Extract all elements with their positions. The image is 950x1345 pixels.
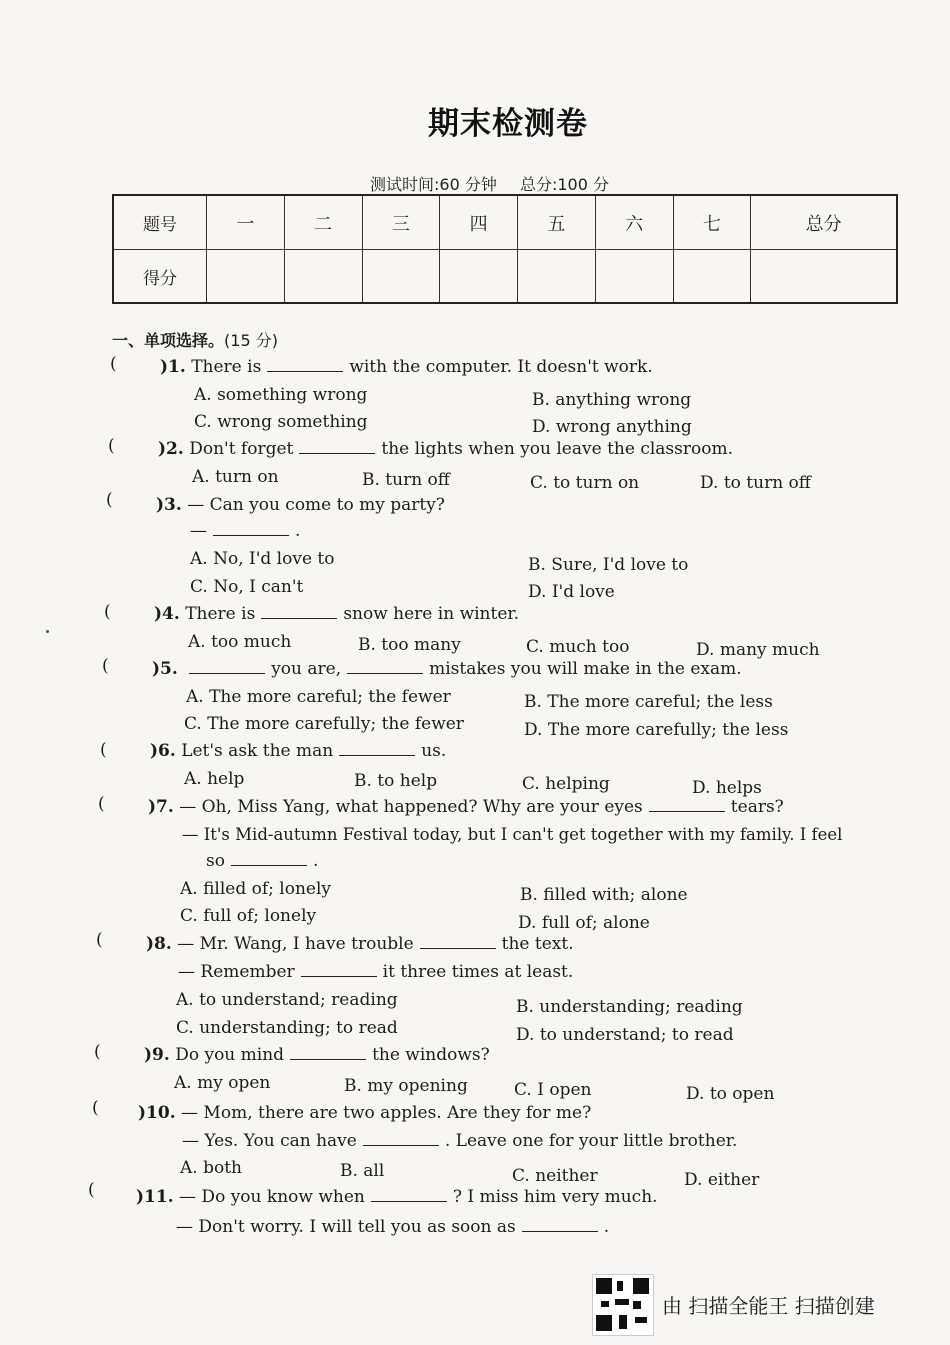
score-cell <box>362 250 440 303</box>
score-cell <box>518 250 596 303</box>
question-number: )2. <box>158 439 184 459</box>
stem-text: — Can you come to my party? <box>187 495 445 515</box>
option: B. turn off <box>362 470 450 490</box>
answer-paren: ( <box>88 1180 95 1200</box>
score-table-col: 一 <box>207 195 285 250</box>
question-number: )5. <box>152 659 178 679</box>
stem-text: Do you mind <box>175 1045 285 1065</box>
watermark-text: 由 扫描全能王 扫描创建 <box>662 1294 875 1318</box>
answer-blank <box>371 1186 447 1202</box>
option: A. to understand; reading <box>176 990 398 1010</box>
question-stem <box>136 1186 658 1208</box>
reply-text: it three times at least. <box>382 962 574 982</box>
score-table-col: 总分 <box>751 195 897 250</box>
question-stem <box>152 658 742 680</box>
option: B. my opening <box>344 1076 468 1096</box>
question-number: )6. <box>150 741 176 761</box>
option: D. wrong anything <box>532 417 692 437</box>
question-stem <box>138 1102 591 1124</box>
question-stem <box>156 494 445 516</box>
score-table-col: 四 <box>440 195 518 250</box>
option: C. understanding; to read <box>176 1018 398 1038</box>
exam-total: 总分:100 分 <box>519 175 609 194</box>
answer-blank <box>339 740 415 756</box>
reply-text: so <box>206 851 225 871</box>
stem-text: ? I miss him very much. <box>452 1187 658 1207</box>
question-number: )8. <box>146 934 172 954</box>
option: B. anything wrong <box>532 390 692 410</box>
reply-line <box>190 520 300 542</box>
option: D. full of; alone <box>518 913 650 933</box>
option: A. too much <box>188 632 292 652</box>
answer-paren: ( <box>108 436 115 456</box>
answer-paren: ( <box>100 740 107 760</box>
option: C. helping <box>522 774 610 794</box>
option: A. both <box>180 1158 242 1178</box>
question-number: )10. <box>138 1103 176 1123</box>
option: D. many much <box>696 640 820 660</box>
answer-paren: ( <box>94 1042 101 1062</box>
answer-paren: ( <box>92 1098 99 1118</box>
score-table-col: 三 <box>362 195 440 250</box>
score-table-row-label: 题号 <box>113 195 207 250</box>
option: C. full of; lonely <box>180 906 317 926</box>
score-table <box>112 194 898 304</box>
score-cell <box>751 250 897 303</box>
stem-text: mistakes you will make in the exam. <box>429 659 742 679</box>
score-table-col: 二 <box>284 195 362 250</box>
option: D. to understand; to read <box>516 1025 734 1045</box>
stem-text: — Mom, there are two apples. Are they for me? <box>181 1103 592 1123</box>
option: B. The more careful; the less <box>524 692 773 712</box>
stem-text: the windows? <box>372 1045 490 1065</box>
score-cell <box>440 250 518 303</box>
option: A. filled of; lonely <box>180 879 332 899</box>
reply-line: — It's Mid-autumn Festival today, but I can't get together with my family. I feel <box>182 825 843 844</box>
stem-text: There is <box>191 357 262 377</box>
answer-paren: ( <box>110 354 117 374</box>
answer-paren: ( <box>102 656 109 676</box>
stem-text: the text. <box>501 934 574 954</box>
answer-blank <box>301 961 377 977</box>
reply-text: . <box>312 851 319 871</box>
option: C. neither <box>512 1166 598 1186</box>
option: D. I'd love <box>528 582 615 602</box>
answer-blank <box>290 1044 366 1060</box>
section-heading <box>112 328 278 351</box>
answer-blank <box>363 1130 439 1146</box>
option: A. something wrong <box>194 385 368 405</box>
score-cell <box>284 250 362 303</box>
scanner-watermark <box>592 1274 932 1334</box>
qr-code-icon <box>592 1274 654 1336</box>
question-number: )9. <box>144 1045 170 1065</box>
question-stem <box>158 438 733 460</box>
reply-line <box>182 1130 737 1152</box>
answer-blank <box>189 658 265 674</box>
answer-blank <box>267 356 343 372</box>
reply-text: — Don't worry. I will tell you as soon as <box>176 1217 516 1237</box>
question-stem <box>154 603 519 625</box>
exam-time: 测试时间:60 分钟 <box>370 175 497 194</box>
option: D. The more carefully; the less <box>524 720 789 740</box>
score-cell <box>595 250 673 303</box>
option: D. to turn off <box>700 473 811 493</box>
stem-text: Don't forget <box>189 439 294 459</box>
score-cell <box>673 250 751 303</box>
answer-blank <box>261 603 337 619</box>
answer-blank <box>522 1216 598 1232</box>
stem-text: snow here in winter. <box>343 604 520 624</box>
answer-paren: ( <box>98 794 105 814</box>
answer-blank <box>213 520 289 536</box>
stem-text: you are, <box>271 659 342 679</box>
option: A. The more careful; the fewer <box>186 687 451 707</box>
question-number: )1. <box>160 357 186 377</box>
reply-line <box>176 1216 609 1238</box>
reply-text: . <box>295 521 301 541</box>
question-stem <box>144 1044 490 1066</box>
option: B. too many <box>358 635 461 655</box>
option: C. much too <box>526 637 630 657</box>
question-number: )11. <box>136 1187 174 1207</box>
question-stem <box>150 740 446 762</box>
option: B. Sure, I'd love to <box>528 555 689 575</box>
reply-text: . <box>603 1217 610 1237</box>
question-number: )4. <box>154 604 180 624</box>
stem-text: us. <box>421 741 447 761</box>
answer-blank <box>299 438 375 454</box>
option: C. wrong something <box>194 412 368 432</box>
page-title: 期末检测卷 <box>428 106 588 142</box>
option: A. turn on <box>192 467 279 487</box>
option: A. my open <box>174 1073 271 1093</box>
stem-text: — Oh, Miss Yang, what happened? Why are your eyes <box>179 797 643 817</box>
stem-text: the lights when you leave the classroom. <box>381 439 733 459</box>
section-title: 一、单项选择。 <box>112 331 225 350</box>
question-stem <box>148 796 784 818</box>
question-stem <box>160 356 653 378</box>
reply-text: — Yes. You can have <box>182 1131 357 1151</box>
reply-text: — <box>190 521 207 541</box>
answer-blank <box>649 796 725 812</box>
option: C. to turn on <box>530 473 640 493</box>
option: B. to help <box>354 771 438 791</box>
question-number: )7. <box>148 797 174 817</box>
stem-text: tears? <box>730 797 784 817</box>
score-table-col: 六 <box>595 195 673 250</box>
score-table-row-label: 得分 <box>113 250 207 303</box>
option: D. either <box>684 1170 760 1190</box>
score-table-col: 五 <box>518 195 596 250</box>
exam-meta <box>370 172 627 195</box>
option: B. filled with; alone <box>520 885 688 905</box>
option: A. No, I'd love to <box>190 549 335 569</box>
option: A. help <box>184 769 245 789</box>
answer-paren: ( <box>106 490 113 510</box>
reply-text: — Remember <box>178 962 295 982</box>
answer-blank <box>420 933 496 949</box>
option: B. all <box>340 1161 385 1181</box>
scan-speck <box>46 630 49 633</box>
stem-text: — Do you know when <box>179 1187 365 1207</box>
option: C. The more carefully; the fewer <box>184 714 464 734</box>
answer-paren: ( <box>96 930 103 950</box>
answer-blank <box>347 658 423 674</box>
stem-text: There is <box>185 604 256 624</box>
question-stem <box>146 933 574 955</box>
reply-line <box>178 961 573 983</box>
option: D. helps <box>692 778 762 798</box>
answer-blank <box>231 850 307 866</box>
option: D. to open <box>686 1084 775 1104</box>
reply-text: . Leave one for your little brother. <box>444 1131 738 1151</box>
section-points: (15 分) <box>224 331 278 350</box>
stem-text: with the computer. It doesn't work. <box>349 357 653 377</box>
option: C. I open <box>514 1080 592 1100</box>
reply-line <box>206 850 318 872</box>
answer-paren: ( <box>104 602 111 622</box>
score-table-col: 七 <box>673 195 751 250</box>
stem-text: Let's ask the man <box>181 741 334 761</box>
question-number: )3. <box>156 495 182 515</box>
stem-text: — Mr. Wang, I have trouble <box>177 934 414 954</box>
score-cell <box>207 250 285 303</box>
option: B. understanding; reading <box>516 997 743 1017</box>
option: C. No, I can't <box>190 577 304 597</box>
